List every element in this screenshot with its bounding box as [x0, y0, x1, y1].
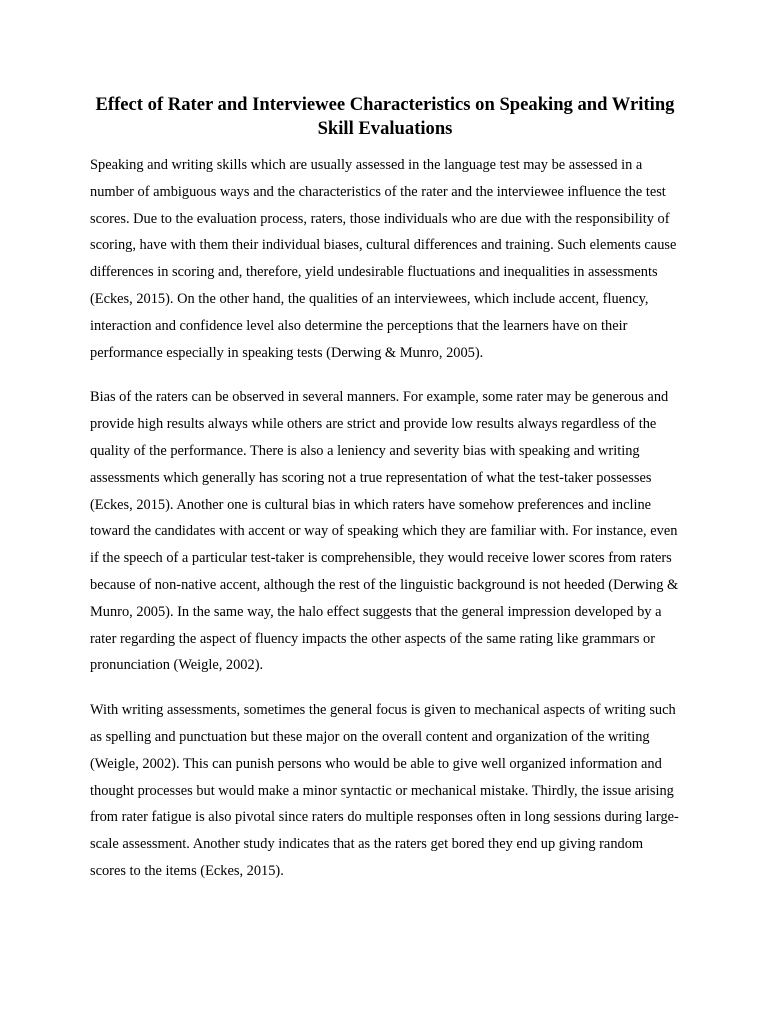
paragraph-introduction: Speaking and writing skills which are usually assessed in the language test may be assessed in a number of ambiguous ways and the characteristics of the rater and the interviewee influence the test scores. Due to the evaluation process, raters, those individuals who are due with the responsibility of scoring, have with them their individual biases, cultural differences and training. Such elements cause differences in scoring and, therefore, yield undesirable fluctuations and inequalities in assessments (Eckes, 2015). On the other hand, the qualities of an interviewees, which include accent, fluency, interaction and confidence level also determine the perceptions that the learners have on their performance especially in speaking tests (Derwing & Munro, 2005). [90, 157, 677, 361]
paragraph-rater-bias: Bias of the raters can be observed in several manners. For example, some rater may be generous and provide high results always while others are strict and provide low results always regardless of the quality of the performance. There is also a leniency and severity bias with speaking and writing assessments which generally has scoring not a true representation of what the test-taker possesses (Eckes, 2015). Another one is cultural bias in which raters have somehow preferences and incline toward the candidates with accent or way of speaking which they are familiar with. For instance, even if the speech of a particular test-taker is comprehensible, they would receive lower scores from raters because of non-native accent, although the rest of the linguistic background is not heeded (Derwing & Munro, 2005). In the same way, the halo effect suggests that the general impression developed by a rater regarding the aspect of fluency impacts the other aspects of the same rating like grammars or pronunciation (Weigle, 2002). [90, 389, 679, 674]
document-body [90, 93, 680, 903]
paragraph-writing-assessments: With writing assessments, sometimes the general focus is given to mechanical aspects of writing such as spelling and punctuation but these major on the overall content and organization of the writing (Weigle, 2002). This can punish persons who would be able to give well organized information and thought processes but would make a minor syntactic or mechanical mistake. Thirdly, the issue arising from rater fatigue is also pivotal since raters do multiple responses often in long sessions during large-scale assessment. Another study indicates that as the raters get bored they end up giving random scores to the items (Eckes, 2015). [90, 702, 679, 879]
document-title: Effect of Rater and Interviewee Characteristics on Speaking and Writing Skill Evaluations [95, 94, 675, 139]
